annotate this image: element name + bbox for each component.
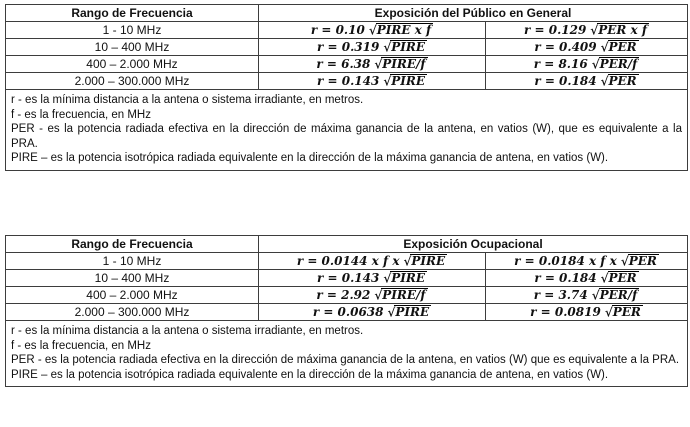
radicand: PER/f: [599, 288, 638, 302]
formula: [534, 57, 640, 71]
formula: [514, 254, 659, 268]
formula: [311, 23, 433, 37]
formula: [534, 271, 638, 285]
formula-pire-cell: [259, 39, 486, 56]
frequency-range-cell: 1 - 10 MHz: [6, 22, 259, 39]
formula-prefix: r = 0.10: [310, 23, 365, 37]
frequency-range-cell: 2.000 – 300.000 MHz: [6, 73, 259, 90]
table-row: [6, 270, 688, 287]
radical-sign: √: [387, 305, 396, 320]
formula-per-cell: [486, 270, 688, 287]
footnote-f-definition: f - es la frecuencia, en MHz: [11, 108, 151, 121]
radical-sign: √: [368, 23, 377, 38]
formula-per-cell: [486, 304, 688, 321]
radical-sign: √: [600, 271, 609, 286]
formula-per-cell: [486, 287, 688, 304]
table-row: [6, 73, 688, 90]
radicand: PER: [608, 74, 637, 88]
radicand: PIRE/f: [382, 57, 426, 71]
frequency-range-cell: 400 – 2.000 MHz: [6, 287, 259, 304]
radical-sign: √: [383, 40, 392, 55]
formula-per-cell: [486, 73, 688, 90]
header-row: [6, 236, 688, 253]
table-row: [6, 287, 688, 304]
radicand: PER: [608, 271, 637, 285]
formula-prefix: r = 0.143: [317, 74, 380, 88]
radical-sign: √: [620, 254, 629, 269]
frequency-range-cell: 2.000 – 300.000 MHz: [6, 304, 259, 321]
header-row: [6, 5, 688, 22]
frequency-range-cell: 10 – 400 MHz: [6, 270, 259, 287]
formula: [530, 305, 643, 319]
footnotes-row: [6, 90, 688, 171]
radicand: PIRE/f: [382, 288, 426, 302]
column-header-frequency-range: Rango de Frecuencia: [6, 236, 259, 253]
radicand: PIRE x f: [376, 23, 432, 37]
column-header-frequency-range: Rango de Frecuencia: [6, 5, 259, 22]
formula: [313, 305, 431, 319]
footnote-f-definition: f - es la frecuencia, en MHz: [11, 339, 151, 352]
formula-prefix: r = 0.0638: [312, 305, 384, 319]
footnotes-cell: [6, 90, 688, 171]
formula-prefix: r = 0.0819: [530, 305, 601, 319]
formula: [316, 57, 427, 71]
table-row: [6, 56, 688, 73]
radicand: PER x f: [598, 23, 648, 37]
frequency-range-cell: 400 – 2.000 MHz: [6, 56, 259, 73]
radicand: PIRE: [391, 40, 425, 54]
formula-prefix: r = 0.409: [534, 40, 597, 54]
radical-sign: √: [383, 271, 392, 286]
formula-pire-cell: [259, 287, 486, 304]
radical-sign: √: [383, 74, 392, 89]
radical-sign: √: [374, 57, 383, 72]
formula-prefix: r = 3.74: [533, 288, 588, 302]
occupational-table: [5, 235, 688, 387]
footnote-r-definition: r - es la mínima distancia a la antena o sistema irradiante, en metros.: [11, 94, 364, 106]
formula-per-cell: [486, 39, 688, 56]
formula-per-cell: [486, 22, 688, 39]
formula-pire-cell: [259, 56, 486, 73]
formula-prefix: r = 0.143: [317, 271, 380, 285]
radical-sign: √: [600, 40, 609, 55]
radical-sign: √: [591, 288, 600, 303]
radical-sign: √: [374, 288, 383, 303]
radical-sign: √: [591, 57, 600, 72]
formula-pire-cell: [259, 22, 486, 39]
formula: [534, 40, 638, 54]
radicand: PER: [608, 40, 637, 54]
formula: [317, 40, 427, 54]
formula-prefix: r = 2.92: [316, 288, 371, 302]
formula-prefix: r = 0.184: [534, 271, 597, 285]
frequency-range-cell: 1 - 10 MHz: [6, 253, 259, 270]
radicand: PER/f: [599, 57, 638, 71]
formula: [317, 74, 427, 88]
formula: [297, 254, 447, 268]
formula: [316, 288, 427, 302]
formula-pire-cell: [259, 253, 486, 270]
formula: [534, 288, 640, 302]
radical-sign: √: [403, 254, 412, 269]
table-row: [6, 39, 688, 56]
column-header-exposure-general: Exposición del Público en General: [259, 5, 688, 22]
formula-prefix: r = 8.16: [533, 57, 588, 71]
radical-sign: √: [590, 23, 599, 38]
formula-per-cell: [486, 253, 688, 270]
radicand: PIRE: [395, 305, 430, 319]
table-row: [6, 253, 688, 270]
radicand: PER: [612, 305, 641, 319]
footnotes-cell: [6, 321, 688, 387]
formula-prefix: r = 0.0144 x f x: [296, 254, 400, 268]
formula-pire-cell: [259, 73, 486, 90]
radical-sign: √: [600, 74, 609, 89]
column-header-exposure-occupational: Exposición Ocupacional: [259, 236, 688, 253]
general-public-table: [5, 4, 688, 171]
footnote-per-definition: PER - es la potencia radiada efectiva en la dirección de máxima ganancia de la antena, en vatios (W) que es equivalente a la PRA.: [11, 354, 680, 367]
radical-sign: √: [604, 305, 613, 320]
formula: [524, 23, 649, 37]
exposure-table-occupational: [5, 235, 687, 387]
radicand: PIRE: [391, 74, 425, 88]
footnote-pire-definition: PIRE – es la potencia isotrópica radiada equivalente en la dirección de la máxima ganancia de antena, en vatios (W).: [11, 152, 609, 165]
formula-prefix: r = 0.129: [523, 23, 587, 37]
footnotes-row: [6, 321, 688, 387]
radicand: PIRE: [411, 254, 446, 268]
formula-pire-cell: [259, 270, 486, 287]
radicand: PIRE: [391, 271, 425, 285]
formula-prefix: r = 6.38: [316, 57, 371, 71]
formula-prefix: r = 0.319: [317, 40, 380, 54]
formula-prefix: r = 0.0184 x f x: [514, 254, 617, 268]
table-row: [6, 304, 688, 321]
formula: [317, 271, 427, 285]
radicand: PER: [628, 254, 657, 268]
exposure-table-general-public: [5, 4, 687, 171]
formula-prefix: r = 0.184: [534, 74, 597, 88]
table-row: [6, 22, 688, 39]
formula-per-cell: [486, 56, 688, 73]
frequency-range-cell: 10 – 400 MHz: [6, 39, 259, 56]
footnote-per-definition: PER - es la potencia radiada efectiva en la dirección de máxima ganancia de la antena, en vatios (W), que es equivalente a la PRA.: [11, 123, 682, 150]
footnote-pire-definition: PIRE – es la potencia isotrópica radiada equivalente en la dirección de la máxima ganancia de antena, en vatios (W).: [11, 368, 609, 381]
formula-pire-cell: [259, 304, 486, 321]
footnote-r-definition: r - es la mínima distancia a la antena o sistema irradiante, en metros.: [11, 325, 364, 337]
formula: [534, 74, 638, 88]
